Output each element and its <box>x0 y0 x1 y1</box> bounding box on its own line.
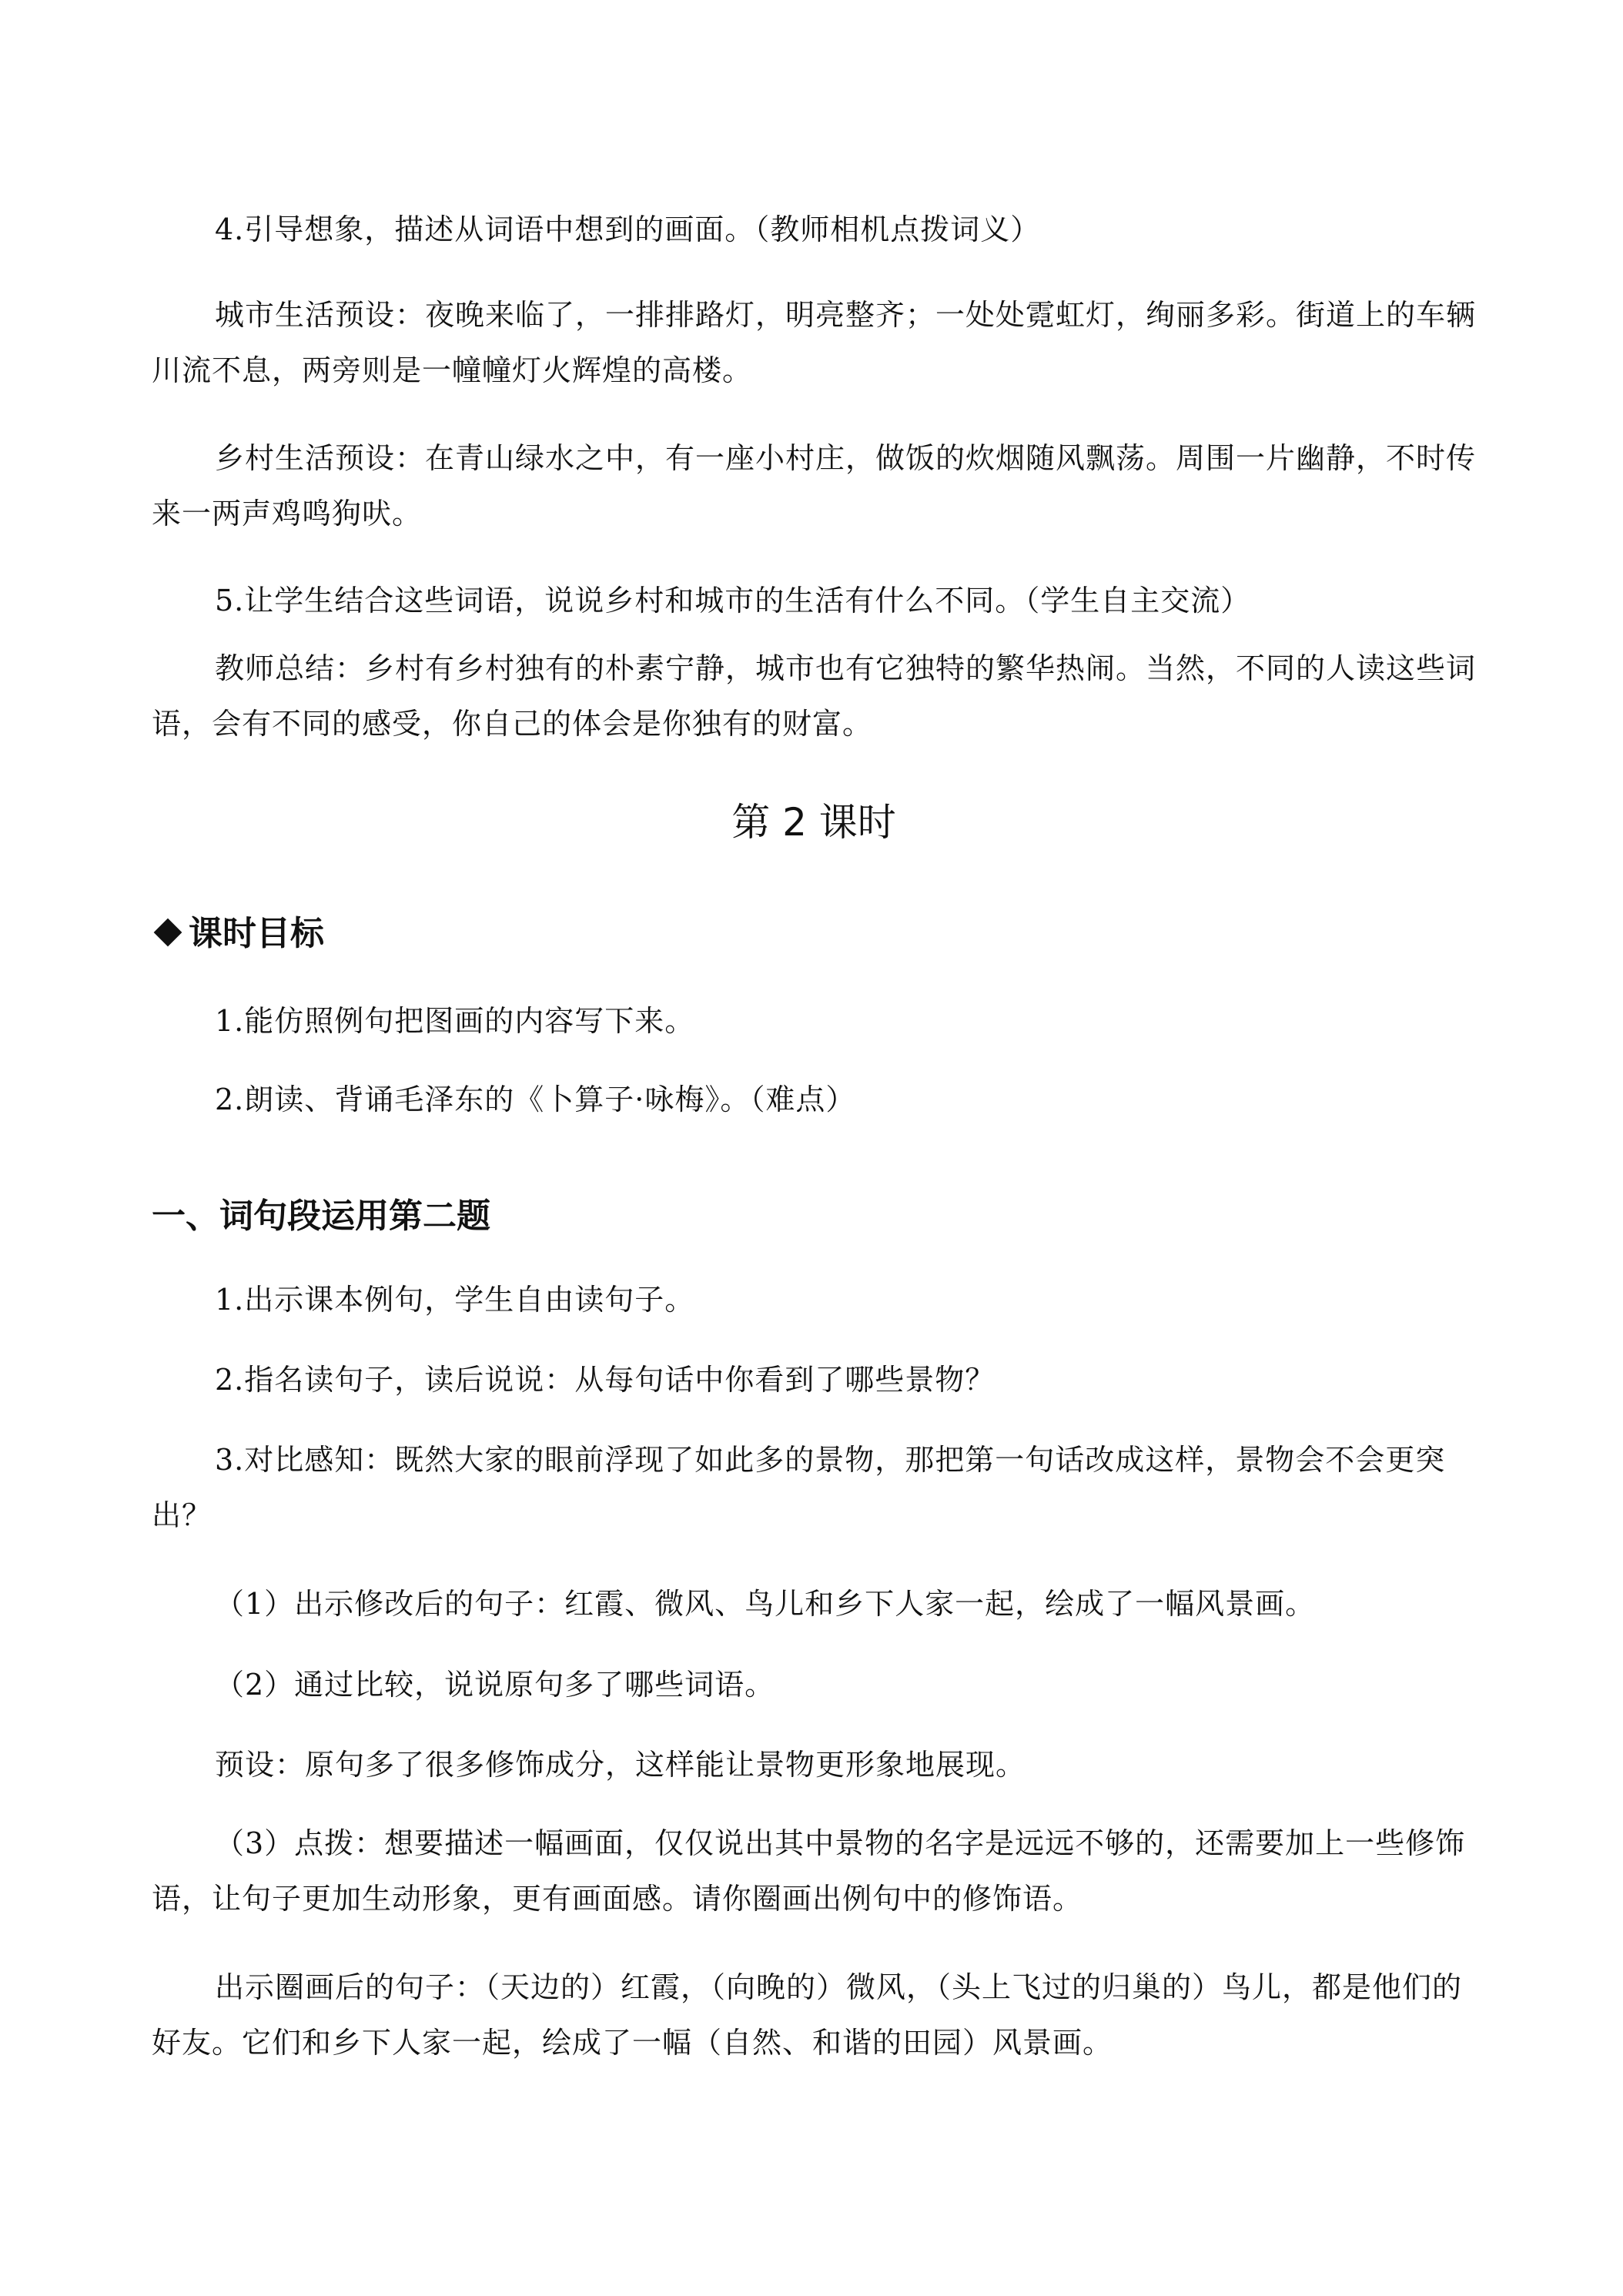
section-paragraph: 1.出示课本例句，学生自由读句子。 <box>215 1283 695 1317</box>
objectives-heading <box>152 907 324 961</box>
paragraph-city-life-preset: 城市生活预设：夜晚来临了，一排排路灯，明亮整齐；一处处霓虹灯，绚丽多彩。街道上的车辆川流不息，两旁则是一幢幢灯火辉煌的高楼。 <box>152 298 1477 387</box>
document-page <box>152 0 1476 2296</box>
section-paragraph: 出示圈画后的句子：（天边的）红霞，（向晚的）微风，（头上飞过的归巢的）鸟儿，都是他们的好友。它们和乡下人家一起，绘成了一幅（自然、和谐的田园）风景画。 <box>152 1970 1463 2060</box>
objective-item: 2.朗读、背诵毛泽东的《卜算子·咏梅》。（难点） <box>215 1083 856 1116</box>
section-paragraph: 3.对比感知：既然大家的眼前浮现了如此多的景物，那把第一句话改成这样，景物会不会更突出？ <box>152 1443 1446 1532</box>
section-paragraph: （2）通过比较，说说原句多了哪些词语。 <box>215 1668 775 1702</box>
objective-item: 1.能仿照例句把图画的内容写下来。 <box>215 1004 695 1038</box>
section-paragraph: （1）出示修改后的句子：红霞、微风、鸟儿和乡下人家一起，绘成了一幅风景画。 <box>215 1587 1316 1621</box>
section-paragraph: 2.指名读句子，读后说说：从每句话中你看到了哪些景物？ <box>215 1363 996 1397</box>
paragraph-guide-imagination: 4.引导想象，描述从词语中想到的画面。（教师相机点拨词义） <box>215 213 1041 246</box>
section-paragraph: 预设：原句多了很多修饰成分，这样能让景物更形象地展现。 <box>215 1748 1026 1782</box>
objectives-heading-text: 课时目标 <box>189 914 324 953</box>
lesson-title: 第 2 课时 <box>731 800 896 845</box>
paragraph-teacher-summary: 教师总结：乡村有乡村独有的朴素宁静，城市也有它独特的繁华热闹。当然，不同的人读这些词语，会有不同的感受，你自己的体会是你独有的财富。 <box>152 651 1477 741</box>
section-one-heading: 一、词句段运用第二题 <box>152 1197 490 1236</box>
paragraph-compare-life: 5.让学生结合这些词语，说说乡村和城市的生活有什么不同。（学生自主交流） <box>215 584 1251 618</box>
diamond-bullet-icon <box>154 919 182 947</box>
paragraph-village-life-preset: 乡村生活预设：在青山绿水之中，有一座小村庄，做饭的炊烟随风飘荡。周围一片幽静，不时传来一两声鸡鸣狗吠。 <box>152 441 1477 530</box>
section-paragraph: （3）点拨：想要描述一幅画面，仅仅说出其中景物的名字是远远不够的，还需要加上一些修饰语，让句子更加生动形象，更有画面感。请你圈画出例句中的修饰语。 <box>152 1826 1466 1916</box>
